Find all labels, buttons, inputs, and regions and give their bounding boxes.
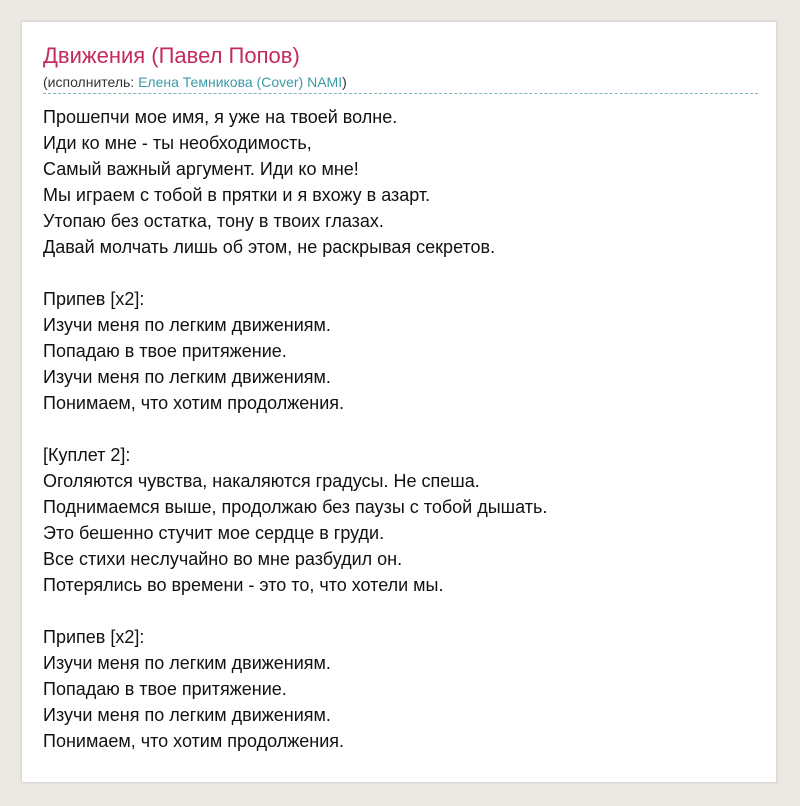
lyrics-card — [21, 21, 777, 783]
title-divider — [43, 93, 758, 94]
lyric-line: Прошепчи мое имя, я уже на твоей волне. — [43, 107, 398, 127]
lyric-line: Потерялись во времени - это то, что хотели мы. — [43, 575, 444, 595]
lyric-line: Оголяются чувства, накаляются градусы. Не спеша. — [43, 471, 480, 491]
lyric-line: Припев [x2]: — [43, 627, 145, 647]
lyric-line: Изучи меня по легким движениям. — [43, 367, 331, 387]
song-title: Движения (Павел Попов) — [43, 43, 300, 68]
artist-link[interactable]: Елена Темникова (Cover) NAMI — [138, 74, 343, 90]
lyrics-text — [43, 104, 758, 754]
lyric-line: Иди ко мне - ты необходимость, — [43, 133, 312, 153]
lyric-blank-line — [43, 260, 758, 286]
artist-suffix: ) — [342, 74, 347, 90]
lyric-line: Самый важный аргумент. Иди ко мне! — [43, 159, 359, 179]
lyric-line: Изучи меня по легким движениям. — [43, 315, 331, 335]
lyric-line: Попадаю в твое притяжение. — [43, 679, 287, 699]
lyric-line: [Куплет 2]: — [43, 445, 131, 465]
artist-line — [43, 73, 347, 91]
lyric-line: Утопаю без остатка, тону в твоих глазах. — [43, 211, 384, 231]
lyric-blank-line — [43, 416, 758, 442]
lyric-line: Припев [x2]: — [43, 289, 145, 309]
lyric-line: Мы играем с тобой в прятки и я вхожу в азарт. — [43, 185, 431, 205]
lyric-line: Это бешенно стучит мое сердце в груди. — [43, 523, 385, 543]
lyric-line: Изучи меня по легким движениям. — [43, 705, 331, 725]
lyric-line: Поднимаемся выше, продолжаю без паузы с тобой дышать. — [43, 497, 548, 517]
lyric-line: Все стихи неслучайно во мне разбудил он. — [43, 549, 403, 569]
lyric-line: Понимаем, что хотим продолжения. — [43, 393, 345, 413]
lyric-line: Изучи меня по легким движениям. — [43, 653, 331, 673]
lyric-line: Понимаем, что хотим продолжения. — [43, 731, 345, 751]
lyric-line: Давай молчать лишь об этом, не раскрывая секретов. — [43, 237, 496, 257]
lyric-line: Попадаю в твое притяжение. — [43, 341, 287, 361]
lyric-blank-line — [43, 598, 758, 624]
artist-prefix: (исполнитель: — [43, 74, 139, 90]
